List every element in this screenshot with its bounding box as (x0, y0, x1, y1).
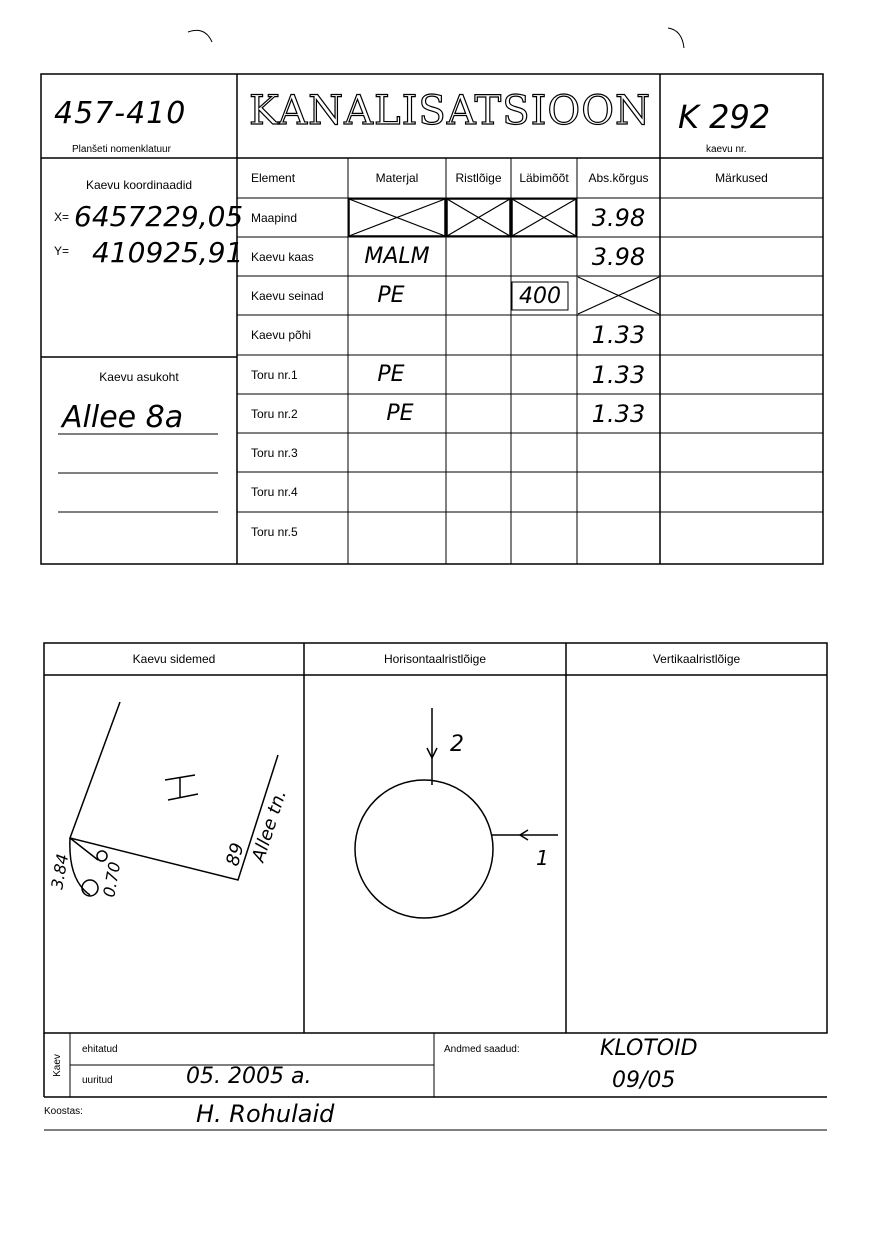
page-title: KANALISATSIOON (249, 88, 651, 134)
table-row-element: Toru nr.3 (251, 445, 298, 460)
dim-89: 89 (222, 840, 249, 869)
table-row-element: Toru nr.5 (251, 525, 298, 539)
cell-materjal: PE (377, 362, 405, 387)
table-row-element: Maapind (251, 210, 298, 225)
table-row-element: Kaevu põhi (251, 328, 312, 342)
koostas-value: H. Rohulaid (196, 1100, 335, 1128)
cell-abs-korgus: 3.98 (591, 203, 646, 232)
cell-abs-korgus: 1.33 (591, 321, 646, 349)
dim-384: 3.84 (47, 852, 73, 891)
nomenclature-label: Planšeti nomenklatuur (72, 144, 171, 155)
pipe-2-label: 2 (450, 732, 464, 757)
header-abs-korgus: Abs.kõrgus (588, 171, 649, 185)
location-value: Allee 8a (62, 400, 184, 435)
cell-materjal: PE (377, 283, 405, 308)
header-materjal: Materjal (375, 171, 419, 185)
cell-abs-korgus: 1.33 (591, 399, 646, 428)
y-coordinate-value: 410925,91 (92, 236, 244, 269)
site-sketch (70, 702, 278, 899)
header-labimoot: Läbimõõt (519, 171, 569, 185)
well-number-label: kaevu nr. (706, 144, 747, 155)
table-row-element: Toru nr.1 (251, 367, 298, 382)
table-row-element: Kaevu kaas (251, 249, 314, 264)
x-prefix: X= (54, 210, 70, 224)
horizontal-section-label: Horisontaalristlõige (383, 652, 487, 666)
x-coordinate-value: 6457229,05 (74, 200, 244, 233)
cell-abs-korgus: 1.33 (591, 360, 646, 389)
location-label: Kaevu asukoht (99, 370, 179, 384)
header-ristloige: Ristlõige (455, 171, 502, 185)
table-row-element: Toru nr.4 (251, 485, 298, 499)
cell-materjal: PE (386, 401, 414, 426)
street-label: Allee tn. (248, 787, 291, 865)
header-element: Element (251, 171, 296, 185)
coordinates-label: Kaevu koordinaadid (85, 178, 193, 192)
table-row-element: Kaevu seinad (251, 288, 324, 303)
koostas-label: Koostas: (44, 1106, 83, 1117)
pipe-1-label: 1 (536, 846, 549, 870)
cell-abs-korgus: 3.98 (591, 242, 646, 271)
cell-labimoot: 400 (519, 283, 561, 309)
vertical-section-label: Vertikaalristlõige (652, 652, 741, 666)
nomenclature-value: 457-410 (54, 96, 187, 131)
header-markused: Märkused (715, 171, 768, 185)
cell-materjal: MALM (364, 244, 430, 269)
andmed-value-source: KLOTOID (600, 1036, 698, 1061)
uuritud-value: 05. 2005 a. (186, 1064, 312, 1089)
andmed-value-date: 09/05 (612, 1068, 676, 1093)
uuritud-label: uuritud (82, 1075, 113, 1086)
y-prefix: Y= (54, 244, 70, 258)
andmed-label: Andmed saadud: (444, 1044, 520, 1055)
ehitatud-label: ehitatud (82, 1044, 118, 1055)
dim-070: 0.70 (99, 860, 125, 899)
kaev-label: Kaev (51, 1053, 63, 1077)
kaevu-sidemed-label: Kaevu sidemed (132, 652, 216, 666)
well-number-value: K 292 (678, 98, 771, 136)
table-row-element: Toru nr.2 (251, 406, 298, 421)
